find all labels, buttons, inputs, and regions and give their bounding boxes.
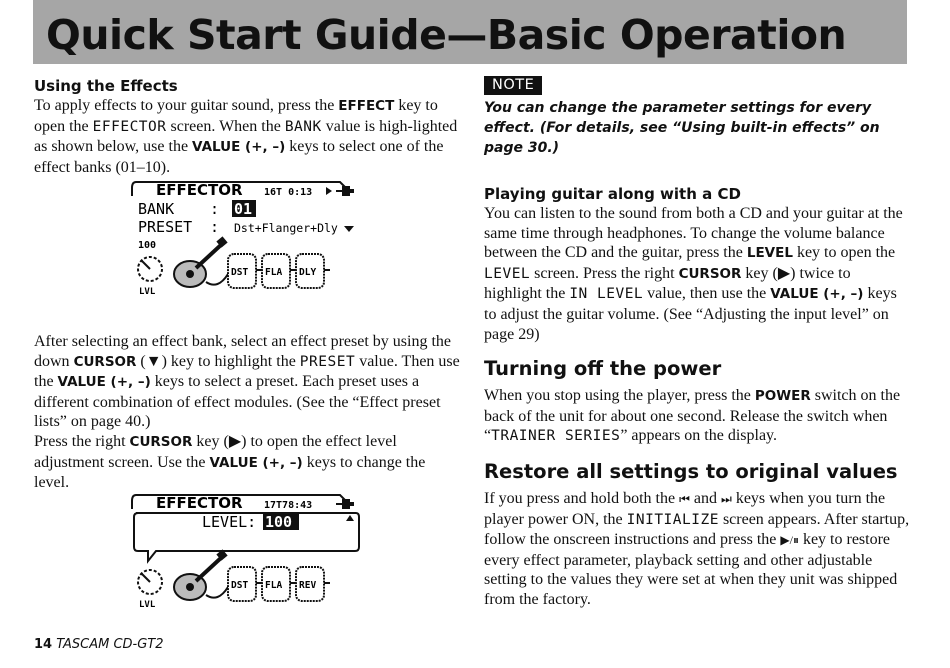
skip-forward-icon: ⏭	[721, 491, 732, 506]
power-heading: Turning off the power	[484, 357, 722, 381]
power-paragraph: When you stop using the player, press the POWER switch on the back of the unit for about one second. Release the switch when “TRAINER SERIES” appears on the display.	[484, 387, 901, 445]
lvl-label: LVL	[139, 600, 156, 610]
restore-heading: Restore all settings to original values	[484, 459, 898, 483]
guitar-icon	[174, 549, 228, 600]
left-column	[34, 76, 460, 177]
guitar-icon	[174, 236, 228, 287]
effect-module-dst	[228, 254, 256, 288]
preset-paragraph: After selecting an effect bank, select an effect preset by using the down CURSOR (▼) key to highlight the PRESET value. Then use the VALUE (+, –) keys to select a preset. Each preset uses a different combination of effect modules. (See the “Effect preset lists” on page 40.)	[34, 333, 460, 431]
page-title: Quick Start Guide—Basic Operation	[46, 11, 847, 59]
level-paragraph: Press the right CURSOR key (▶) to open the effect level adjustment screen. Use the VALUE (+, –) keys to change the level.	[34, 432, 426, 492]
note-badge: NOTE	[484, 76, 542, 95]
left-column-lower	[34, 332, 460, 493]
skip-back-icon: ⏮	[679, 491, 690, 506]
effector-screen-bank	[130, 180, 370, 298]
screen2-title: EFFECTOR	[156, 494, 243, 512]
page-number: 14	[34, 637, 53, 652]
page-header	[33, 0, 907, 64]
right-column	[484, 76, 910, 610]
bank-label: BANK	[138, 200, 175, 218]
plug-icon	[336, 186, 354, 196]
lvl-label: LVL	[139, 287, 156, 297]
svg-text:DST: DST	[231, 580, 249, 591]
screen2-status: 17T78:43	[264, 500, 313, 511]
effect-module-rev	[296, 567, 324, 601]
cd-heading: Playing guitar along with a CD	[484, 185, 741, 203]
effects-paragraph: To apply effects to your guitar sound, press the EFFECT key to open the EFFECTOR screen. When the BANK value is high-lighted as shown below, use the VALUE (+, –) keys to select one of the effect banks (01–10).	[34, 97, 458, 176]
page-footer	[34, 637, 164, 652]
effects-heading: Using the Effects	[34, 77, 178, 95]
restore-paragraph: If you press and hold both the ⏮ and ⏭ keys when you turn the player power ON, the INITIALIZE screen appears. After startup, follow the onscreen instructions and press the ▶/⏸ key to restore every effect parameter, playback setting and other adjustable setting to the values they were set at when they unit was shipped from the factory.	[484, 489, 910, 608]
level-label: LEVEL:	[202, 513, 257, 531]
effect-module-dst	[228, 567, 256, 601]
svg-text:FLA: FLA	[265, 267, 283, 278]
play-icon	[326, 187, 332, 195]
product-name: TASCAM CD-GT2	[56, 637, 164, 652]
effector-screen-level	[130, 493, 370, 611]
bank-value: 01	[234, 200, 253, 218]
svg-text:DST: DST	[231, 267, 249, 278]
svg-text:DLY: DLY	[299, 267, 317, 278]
cd-paragraph: You can listen to the sound from both a CD and your guitar at the same time through headphones. To change the volume balance between the CD and the guitar, press the LEVEL key to open the LEVEL screen. Press the right CURSOR key (▶) twice to highlight the IN LEVEL value, then use the VALUE (+, –) keys to adjust the guitar volume. (See “Adjusting the input level” on page 29)	[484, 205, 903, 343]
note-text: You can change the parameter settings for every effect. (For details, see “Using built-in effects” on page 30.)	[484, 100, 880, 156]
preset-value: Dst+Flanger+Dly	[234, 221, 338, 235]
level-value: 100	[138, 240, 157, 251]
effect-module-fla	[262, 567, 290, 601]
chevron-down-icon	[344, 226, 354, 232]
screen1-status: 16T 0:13	[264, 187, 313, 198]
level-knob-icon	[138, 257, 162, 281]
svg-text:FLA: FLA	[265, 580, 283, 591]
svg-text::: :	[210, 200, 220, 218]
effect-module-fla	[262, 254, 290, 288]
effect-module-dly	[296, 254, 324, 288]
svg-text:REV: REV	[299, 580, 317, 591]
play-pause-icon: ▶/⏸	[780, 533, 799, 548]
screen1-title: EFFECTOR	[156, 181, 243, 199]
svg-text::: :	[210, 218, 220, 236]
preset-label: PRESET	[138, 218, 193, 236]
plug-icon	[336, 499, 354, 509]
level-knob-icon	[138, 570, 162, 594]
level-edit-value: 100	[265, 513, 293, 531]
